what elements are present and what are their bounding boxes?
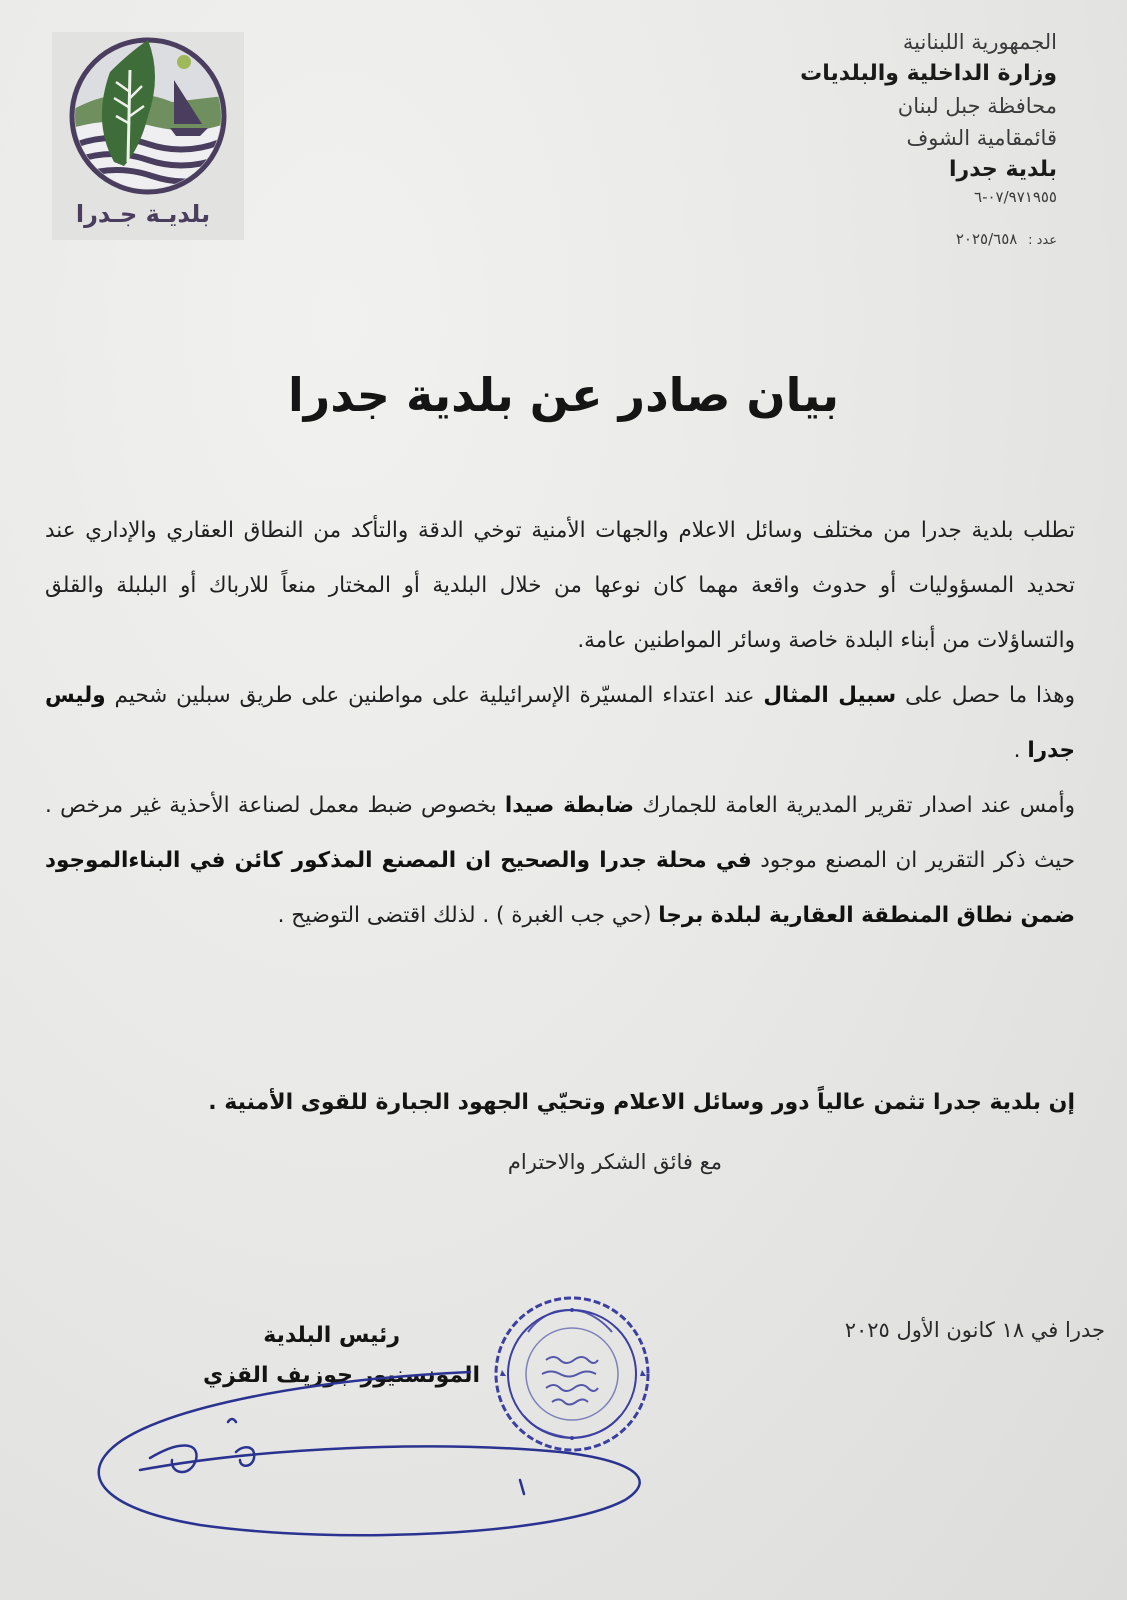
- paragraph-3-text-a: وأمس عند اصدار تقرير المديرية العامة للجمارك: [642, 793, 1075, 818]
- statement-body: [45, 503, 1075, 943]
- regards-line: مع فائق الشكر والاحترام: [507, 1150, 722, 1174]
- paragraph-1: تطلب بلدية جدرا من مختلف وسائل الاعلام والجهات الأمنية توخي الدقة والتأكد من النطاق العقاري والإداري عند تحديد المسؤوليات أو حدوث واقعة مهما كان نوعها من خلال البلدية أو المختار منعاً للارباك أو البلبلة والقلق والتساؤلات من أبناء البلدة خاصة وسائر المواطنين عامة.: [45, 518, 1075, 653]
- paragraph-3-text-c: (حي جب الغبرة ) . لذلك اقتضى التوضيح .: [277, 903, 652, 928]
- issue-date: جدرا في ١٨ كانون الأول ٢٠٢٥: [844, 1318, 1105, 1342]
- logo-caption: بلديـة جـدرا: [75, 200, 211, 228]
- letterhead: [637, 26, 1057, 248]
- signature-block: [160, 1318, 480, 1398]
- signatory-title: رئيس البلدية: [263, 1323, 400, 1348]
- district-name: قائمقامية الشوف: [906, 126, 1057, 150]
- official-stamp-icon: [488, 1290, 656, 1458]
- signatory-name: المونسنيور جوزيف القزي: [203, 1363, 480, 1388]
- reference-value: ٢٠٢٥/٦٥٨: [955, 230, 1018, 248]
- paragraph-2-text-b: عند اعتداء المسيّرة الإسرائيلية على مواطنين على طريق سبلين شحيم: [114, 683, 755, 708]
- paragraph-3-bold-b: في محلة جدرا والصحيح ان المصنع المذكور كائن في البناءالموجود ضمن نطاق المنطقة العقارية لبلدة برجا: [45, 848, 1075, 928]
- paragraph-3-bold-a: ضابطة صيدا: [504, 793, 635, 818]
- paragraph-2: [45, 668, 1075, 778]
- paragraph-3: [45, 778, 1075, 943]
- paragraph-2-text-a: وهذا ما حصل على: [905, 683, 1076, 708]
- country-name: الجمهورية اللبنانية: [902, 30, 1057, 54]
- paragraph-2-bold-a: سبيل المثال: [763, 683, 897, 708]
- reference-label: عدد :: [1028, 233, 1057, 248]
- closing-statement: إن بلدية جدرا تثمن عالياً دور وسائل الاعلام وتحيّي الجهود الجبارة للقوى الأمنية .: [208, 1090, 1075, 1115]
- governorate-name: محافظة جبل لبنان: [897, 94, 1057, 118]
- ministry-name: وزارة الداخلية والبلديات: [800, 61, 1057, 86]
- municipality-name: بلدية جدرا: [949, 157, 1057, 182]
- page-title: بيان صادر عن بلدية جدرا: [287, 368, 840, 422]
- paragraph-2-bold-b: وليس جدرا: [45, 683, 1075, 763]
- paragraph-3-text-b: بخصوص ضبط معمل لصناعة الأحذية غير مرخص . حيث ذكر التقرير ان المصنع موجود: [45, 793, 1076, 873]
- paragraph-2-text-c: .: [1013, 738, 1021, 763]
- reference-number: [637, 230, 1057, 248]
- phone-number: ٠٧/٩٧١٩٥٥-٦: [974, 188, 1057, 206]
